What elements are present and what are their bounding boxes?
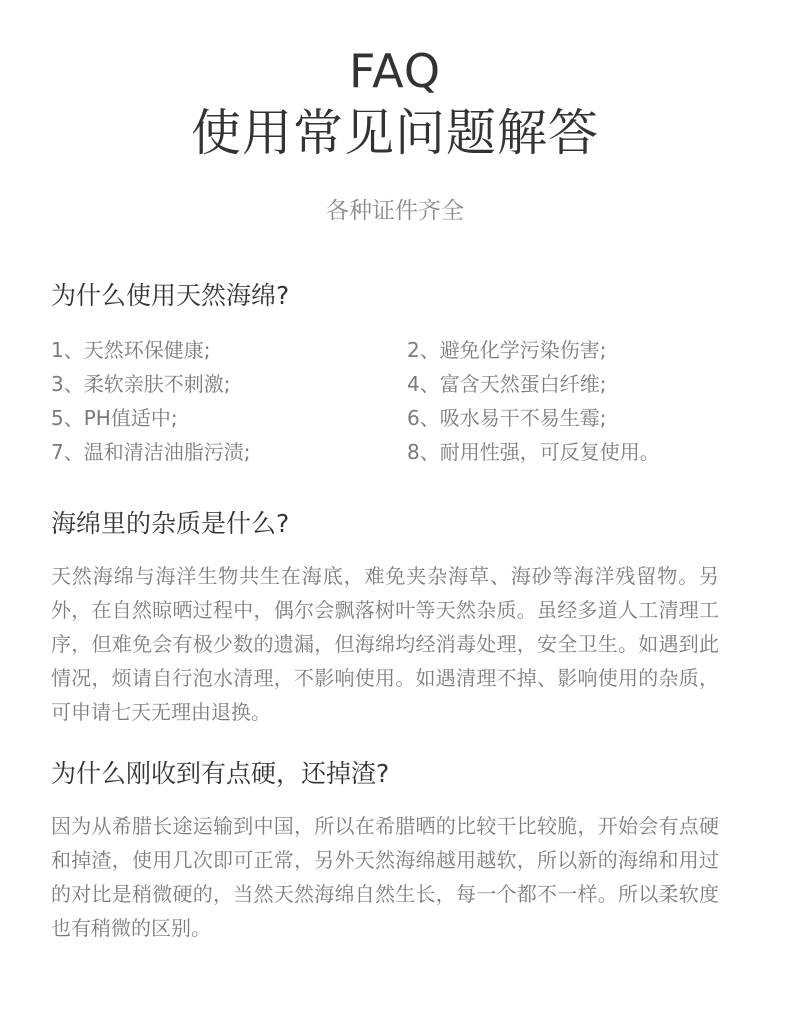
faq-section-impurities <box>51 507 731 729</box>
faq-section-why-natural-sponge <box>51 279 731 469</box>
faq-section-hard-and-crumbs <box>51 757 731 945</box>
faq-question: 为什么刚收到有点硬，还掉渣? <box>51 759 390 788</box>
benefit-item: 8、耐用性强，可反复使用。 <box>407 440 660 464</box>
page-title-english: FAQ <box>348 44 442 98</box>
page-header <box>0 42 790 226</box>
page-title-chinese: 使用常见问题解答 <box>191 104 599 162</box>
benefit-item: 5、PH值适中; <box>51 406 178 430</box>
faq-question: 为什么使用天然海绵? <box>51 281 290 310</box>
benefits-list <box>51 333 731 469</box>
benefit-item: 6、吸水易干不易生霉; <box>407 406 607 430</box>
benefit-item: 7、温和清洁油脂污渍; <box>51 440 251 464</box>
faq-question: 海绵里的杂质是什么? <box>51 509 290 538</box>
faq-answer: 天然海绵与海洋生物共生在海底，难免夹杂海草、海砂等海洋残留物。另外，在自然晾晒过程中，偶尔会飘落树叶等天然杂质。虽经多道人工清理工序，但难免会有极少数的遗漏，但海绵均经消毒处理，安全卫生。如遇到此情况，烦请自行泡水清理，不影响使用。如遇清理不掉、影响使用的杂质，可申请七天无理由退换。 <box>51 564 719 724</box>
benefit-item: 3、柔软亲肤不刺激; <box>51 372 231 396</box>
benefit-item: 4、富含天然蛋白纤维; <box>407 372 607 396</box>
benefit-item: 2、避免化学污染伤害; <box>407 338 607 362</box>
benefit-item: 1、天然环保健康; <box>51 338 211 362</box>
faq-answer: 因为从希腊长途运输到中国，所以在希腊晒的比较干比较脆，开始会有点硬和掉渣，使用几次即可正常，另外天然海绵越用越软，所以新的海绵和用过的对比是稍微硬的，当然天然海绵自然生长，每一个都不一样。所以柔软度也有稍微的区别。 <box>51 814 719 940</box>
page-subtitle: 各种证件齐全 <box>326 198 464 224</box>
